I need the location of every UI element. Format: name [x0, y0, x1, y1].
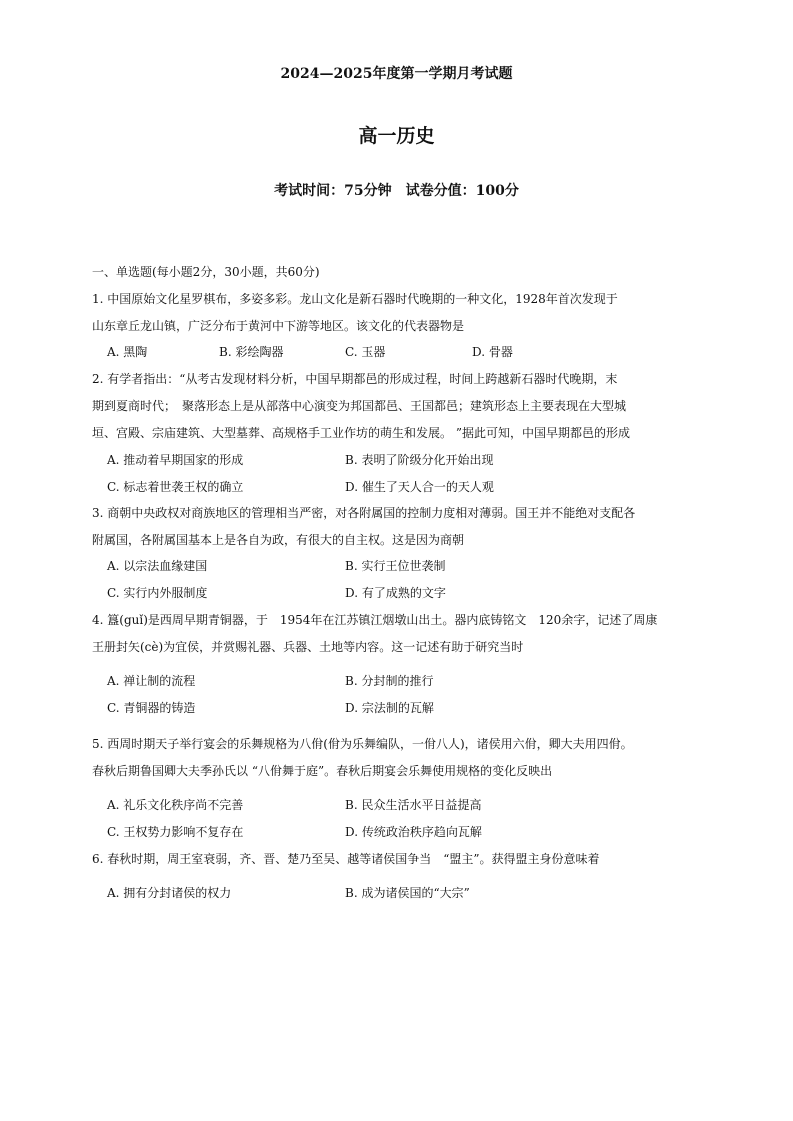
- section-heading: 一、单选题(每小题2分，30小题，共60分): [92, 265, 320, 279]
- question-text-line: 春秋后期鲁国卿大夫季孙氏以 “八佾舞于庭”。春秋后期宴会乐舞使用规格的变化反映出: [92, 764, 553, 778]
- question-text-line: 5. 西周时期天子举行宴会的乐舞规格为八佾(佾为乐舞编队，一佾八人)，诸侯用六佾，卿大夫用四佾。: [92, 737, 633, 751]
- question-text-line: 2. 有学者指出：“从考古发现材料分析，中国早期都邑的形成过程，时间上跨越新石器时代晚期，末: [92, 372, 618, 386]
- option-c: C. 标志着世袭王权的确立: [107, 480, 244, 494]
- option-b: B. 表明了阶级分化开始出现: [345, 453, 494, 467]
- option-d: D. 催生了天人合一的天人观: [345, 480, 494, 494]
- option-b: B. 成为诸侯国的“大宗”: [345, 886, 470, 900]
- option-c: C. 玉器: [345, 345, 386, 359]
- option-b: B. 民众生活水平日益提高: [345, 798, 482, 812]
- option-d: D. 宗法制的瓦解: [345, 701, 434, 715]
- option-a: A. 拥有分封诸侯的权力: [107, 886, 232, 900]
- question-text-line: 3. 商朝中央政权对商族地区的管理相当严密，对各附属国的控制力度相对薄弱。国王并不能绝对支配各: [92, 506, 636, 520]
- option-c: C. 王权势力影响不复存在: [107, 825, 244, 839]
- question-text-line: 1. 中国原始文化星罗棋布，多姿多彩。龙山文化是新石器时代晚期的一种文化，1928年首次发现于: [92, 292, 618, 306]
- option-a: A. 礼乐文化秩序尚不完善: [107, 798, 244, 812]
- question-text-line: 期到夏商时代； 聚落形态上是从部落中心演变为邦国都邑、王国都邑；建筑形态上主要表现在大型城: [92, 399, 627, 413]
- option-b: B. 彩绘陶器: [219, 345, 284, 359]
- exam-info: 考试时间：75分钟 试卷分值：100分: [274, 183, 519, 199]
- option-a: A. 推动着早期国家的形成: [107, 453, 244, 467]
- question-text-line: 6. 春秋时期，周王室衰弱，齐、晋、楚乃至吴、越等诸侯国争当 “盟主”。获得盟主身份意味着: [92, 852, 600, 866]
- option-a: A. 以宗法血缘建国: [107, 559, 208, 573]
- subject-title: 高一历史: [358, 125, 435, 147]
- option-a: A. 黑陶: [107, 345, 148, 359]
- option-b: B. 分封制的推行: [345, 674, 434, 688]
- option-c: C. 实行内外服制度: [107, 586, 208, 600]
- question-text-line: 垣、宫殿、宗庙建筑、大型墓葬、高规格手工业作坊的萌生和发展。 ”据此可知，中国早期都邑的形成: [92, 426, 630, 440]
- option-a: A. 禅让制的流程: [107, 674, 196, 688]
- option-d: D. 骨器: [472, 345, 513, 359]
- question-text-line: 附属国，各附属国基本上是各自为政，有很大的自主权。这是因为商朝: [92, 533, 465, 547]
- option-b: B. 实行王位世袭制: [345, 559, 446, 573]
- option-d: D. 传统政治秩序趋向瓦解: [345, 825, 482, 839]
- option-d: D. 有了成熟的文字: [345, 586, 446, 600]
- question-text-line: 4. 簋(guǐ)是西周早期青铜器，于 1954年在江苏镇江烟墩山出土。器内底铸铭文 120余字，记述了周康: [92, 613, 658, 627]
- question-text-line: 山东章丘龙山镇，广泛分布于黄河中下游等地区。该文化的代表器物是: [92, 319, 465, 333]
- question-text-line: 王册封矢(cè)为宜侯，并赏赐礼器、兵器、土地等内容。这一记述有助于研究当时: [92, 640, 524, 654]
- exam-title: 2024—2025年度第一学期月考试题: [280, 66, 513, 82]
- option-c: C. 青铜器的铸造: [107, 701, 196, 715]
